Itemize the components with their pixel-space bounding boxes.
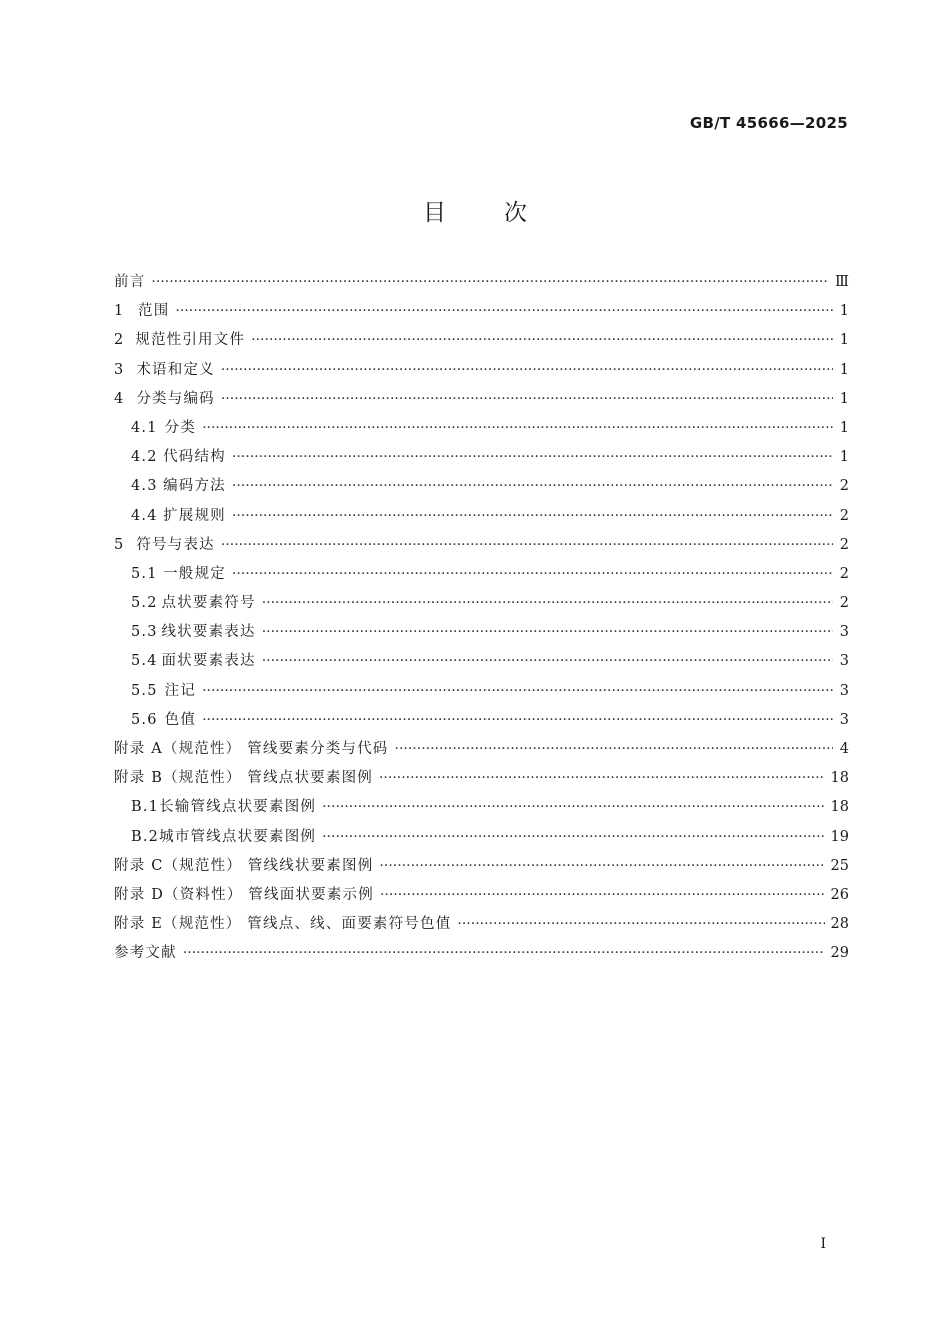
toc-entry-number: 5: [114, 536, 125, 553]
toc-leader-dots: [262, 624, 833, 640]
toc-entry-page: 29: [830, 945, 849, 962]
toc-entry-page: 18: [830, 770, 849, 787]
toc-entry-label: 参考文献: [114, 945, 177, 962]
toc-entry-number: 2: [114, 332, 125, 349]
toc-leader-dots: [221, 391, 833, 407]
toc-entry-number: 4.1: [131, 419, 158, 436]
toc-entry-number: 4.4: [131, 507, 158, 524]
footer-page-number: I: [820, 1236, 826, 1252]
toc-entry-label: 长输管线点状要素图例: [159, 799, 317, 816]
toc-leader-dots: [232, 478, 833, 494]
toc-entry-number: 5.4: [131, 653, 158, 670]
toc-entry-label: 附录 E（规范性） 管线点、线、面要素符号色值: [114, 916, 452, 933]
toc-entry-label: 城市管线点状要素图例: [159, 828, 317, 845]
toc-leader-dots: [322, 829, 824, 845]
toc-entry[interactable]: [114, 474, 849, 503]
toc-entry-label: 代码结构: [163, 449, 226, 466]
toc-entry-page: 2: [839, 565, 849, 582]
toc-entry-number: 4: [114, 390, 125, 407]
toc-entry[interactable]: [114, 679, 849, 708]
page-title: 目次: [423, 200, 585, 226]
toc-entry-page: 26: [830, 886, 849, 903]
toc-entry-label: 规范性引用文件: [135, 332, 246, 349]
toc-entry[interactable]: [114, 299, 849, 328]
toc-leader-dots: [379, 858, 824, 874]
toc-entry[interactable]: [114, 562, 849, 591]
toc-entry-page: 1: [839, 303, 849, 320]
toc-entry-label: 色值: [164, 711, 197, 728]
toc-entry[interactable]: [114, 270, 849, 299]
toc-leader-dots: [380, 887, 825, 903]
toc-entry-label: 点状要素符号: [161, 595, 256, 612]
toc-entry-number: 5.2: [131, 595, 158, 612]
toc-leader-dots: [221, 537, 833, 553]
toc-entry-number: 3: [114, 361, 125, 378]
toc-entry-label: 符号与表达: [136, 536, 215, 553]
toc-entry-page: Ⅲ: [835, 274, 849, 290]
toc-leader-dots: [232, 566, 833, 582]
toc-entry[interactable]: [114, 766, 849, 795]
toc-entry-page: 1: [839, 332, 849, 349]
toc-entry-page: 2: [839, 536, 849, 553]
toc-entry[interactable]: [114, 708, 849, 737]
toc-leader-dots: [232, 449, 833, 465]
toc-leader-dots: [395, 741, 834, 757]
toc-leader-dots: [183, 945, 825, 961]
toc-entry-label: 附录 A（规范性） 管线要素分类与代码: [114, 741, 389, 757]
toc-entry[interactable]: [114, 649, 849, 678]
toc-entry-page: 3: [839, 682, 849, 699]
toc-entry-page: 1: [839, 419, 849, 436]
toc-leader-dots: [221, 362, 833, 378]
toc-entry[interactable]: [114, 533, 849, 562]
toc-entry[interactable]: [114, 795, 849, 824]
toc-entry-label: 一般规定: [163, 565, 226, 582]
toc-leader-dots: [232, 508, 833, 524]
toc-entry-number: 5.5: [131, 682, 158, 699]
toc-entry[interactable]: [114, 854, 849, 883]
toc-leader-dots: [457, 916, 824, 932]
toc-entry-page: 28: [830, 916, 849, 933]
toc-entry-page: 1: [839, 390, 849, 407]
toc-entry-page: 3: [839, 711, 849, 728]
toc-entry[interactable]: [114, 941, 849, 970]
toc-entry-number: B.2: [131, 828, 160, 845]
toc-entry-number: 5.6: [131, 711, 158, 728]
toc-entry[interactable]: [114, 737, 849, 766]
toc-entry-number: 4.2: [131, 449, 158, 466]
toc-entry[interactable]: [114, 620, 849, 649]
toc-entry-number: B.1: [131, 799, 160, 816]
toc-entry-label: 编码方法: [163, 478, 226, 495]
toc-entry-number: 4.3: [131, 478, 158, 495]
toc-entry[interactable]: [114, 328, 849, 357]
toc-entry-page: 18: [830, 799, 849, 816]
toc-entry[interactable]: [114, 416, 849, 445]
toc-leader-dots: [379, 770, 825, 786]
toc-entry-label: 扩展规则: [163, 507, 226, 524]
toc-entry-label: 范围: [138, 303, 170, 320]
toc-entry-label: 线状要素表达: [161, 624, 256, 641]
toc-entry-label: 术语和定义: [136, 361, 215, 378]
toc-entry-page: 2: [839, 507, 849, 524]
toc-entry[interactable]: [114, 504, 849, 533]
toc-entry-label: 面状要素表达: [161, 653, 256, 670]
toc-leader-dots: [262, 595, 833, 611]
toc-entry-page: 19: [830, 828, 849, 845]
toc-entry-page: 4: [839, 741, 849, 757]
toc-leader-dots: [175, 303, 833, 319]
toc-leader-dots: [262, 653, 833, 669]
toc-leader-dots: [202, 712, 833, 728]
toc-entry-label: 注记: [164, 682, 197, 699]
toc-entry[interactable]: [114, 387, 849, 416]
toc-entry-page: 1: [839, 449, 849, 466]
toc-entry-number: 5.3: [131, 624, 158, 641]
toc-entry-label: 附录 B（规范性） 管线点状要素图例: [114, 770, 373, 787]
toc-entry-page: 2: [839, 478, 849, 495]
toc-entry-page: 25: [830, 857, 849, 874]
toc-entry[interactable]: [114, 358, 849, 387]
toc-entry-number: 1: [114, 303, 125, 320]
toc-entry-label: 分类: [164, 419, 197, 436]
toc-entry-label: 前言: [114, 274, 146, 290]
toc-entry[interactable]: [114, 912, 849, 941]
toc-leader-dots: [202, 420, 833, 436]
toc-entry-number: 5.1: [131, 565, 158, 582]
toc-entry[interactable]: [114, 825, 849, 854]
toc-leader-dots: [322, 799, 824, 815]
toc-entry-page: 2: [839, 595, 849, 612]
toc-entry-page: 1: [839, 361, 849, 378]
toc-entry-label: 附录 C（规范性） 管线线状要素图例: [114, 857, 374, 874]
toc-leader-dots: [202, 683, 833, 699]
toc-entry-label: 分类与编码: [136, 390, 215, 407]
toc-entry-page: 3: [839, 653, 849, 670]
toc-leader-dots: [151, 274, 829, 290]
toc-entry[interactable]: [114, 445, 849, 474]
standard-code: GB/T 45666—2025: [689, 114, 848, 132]
toc-entry-label: 附录 D（资料性） 管线面状要素示例: [114, 886, 374, 903]
table-of-contents: [114, 270, 849, 971]
toc-leader-dots: [251, 332, 833, 348]
toc-entry[interactable]: [114, 591, 849, 620]
toc-entry[interactable]: [114, 883, 849, 912]
toc-entry-page: 3: [839, 624, 849, 641]
